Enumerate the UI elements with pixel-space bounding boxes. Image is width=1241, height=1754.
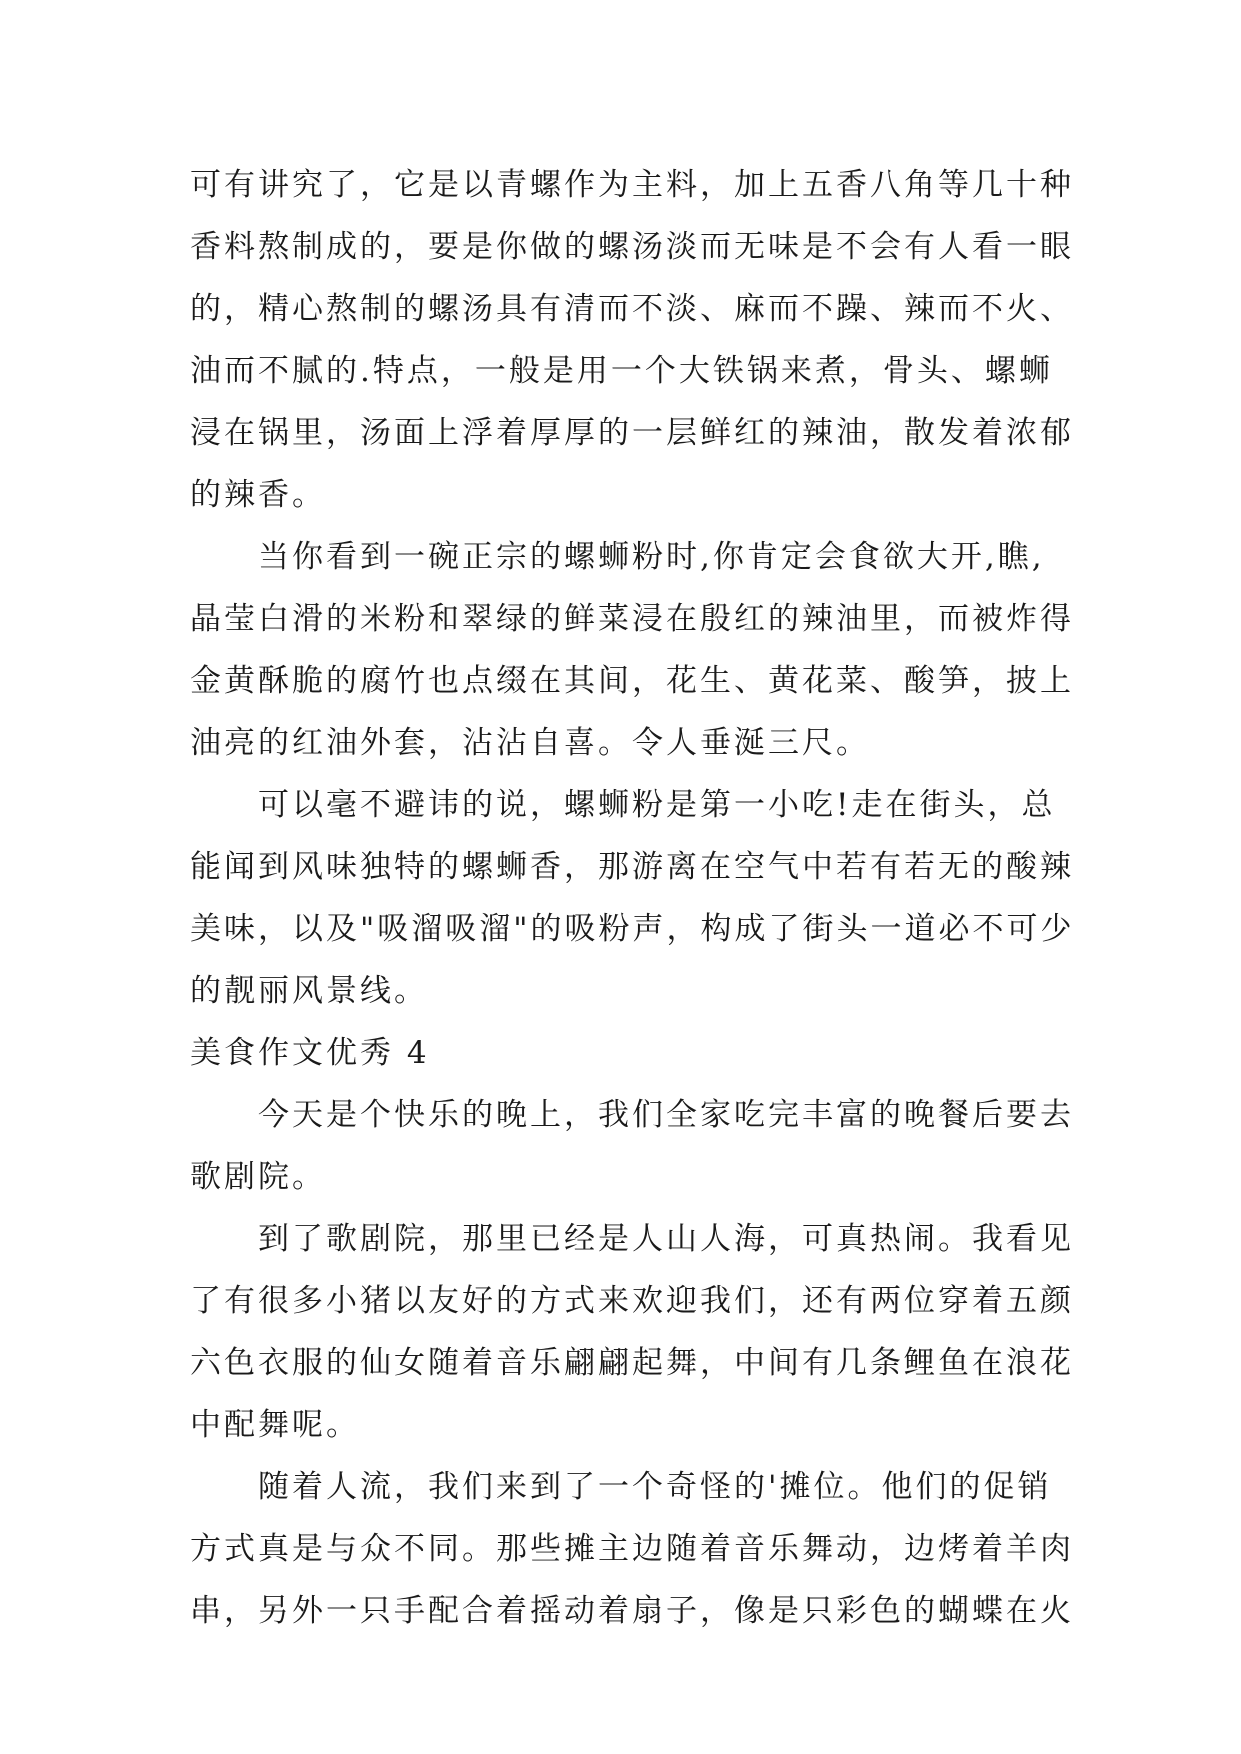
text-line: 晶莹白滑的米粉和翠绿的鲜菜浸在殷红的辣油里，而被炸得 [190, 601, 1074, 637]
paragraph-first-line: 可以毫不避讳的说，螺蛳粉是第一小吃!走在街头，总 [258, 787, 1056, 823]
text-line: 歌剧院。 [190, 1159, 326, 1195]
text-line: 能闻到风味独特的螺蛳香，那游离在空气中若有若无的酸辣 [190, 849, 1074, 885]
text-line: 可有讲究了，它是以青螺作为主料，加上五香八角等几十种 [190, 167, 1074, 203]
section-heading: 美食作文优秀 4 [190, 1035, 430, 1071]
text-line: 串，另外一只手配合着摇动着扇子，像是只彩色的蝴蝶在火 [190, 1593, 1074, 1629]
text-line: 中配舞呢。 [190, 1407, 360, 1443]
text-line: 油而不腻的.特点，一般是用一个大铁锅来煮，骨头、螺蛳 [190, 353, 1053, 389]
paragraph-first-line: 到了歌剧院，那里已经是人山人海，可真热闹。我看见 [258, 1221, 1074, 1257]
text-line: 香料熬制成的，要是你做的螺汤淡而无味是不会有人看一眼 [190, 229, 1074, 265]
text-line: 的，精心熬制的螺汤具有清而不淡、麻而不躁、辣而不火、 [190, 291, 1074, 327]
text-line: 六色衣服的仙女随着音乐翩翩起舞，中间有几条鲤鱼在浪花 [190, 1345, 1074, 1381]
text-line: 了有很多小猪以友好的方式来欢迎我们，还有两位穿着五颜 [190, 1283, 1074, 1319]
text-line: 美味，以及"吸溜吸溜"的吸粉声，构成了街头一道必不可少 [190, 911, 1075, 947]
paragraph-first-line: 当你看到一碗正宗的螺蛳粉时,你肯定会食欲大开,瞧, [258, 539, 1045, 575]
text-line: 浸在锅里，汤面上浮着厚厚的一层鲜红的辣油，散发着浓郁 [190, 415, 1074, 451]
text-line: 油亮的红油外套，沾沾自喜。令人垂涎三尺。 [190, 725, 870, 761]
text-line: 的辣香。 [190, 477, 326, 513]
paragraph-first-line: 今天是个快乐的晚上，我们全家吃完丰富的晚餐后要去 [258, 1097, 1074, 1133]
text-line: 的靓丽风景线。 [190, 973, 428, 1009]
text-line: 方式真是与众不同。那些摊主边随着音乐舞动，边烤着羊肉 [190, 1531, 1074, 1567]
text-line: 金黄酥脆的腐竹也点缀在其间，花生、黄花菜、酸笋，披上 [190, 663, 1074, 699]
paragraph-first-line: 随着人流，我们来到了一个奇怪的'摊位。他们的促销 [258, 1469, 1052, 1505]
